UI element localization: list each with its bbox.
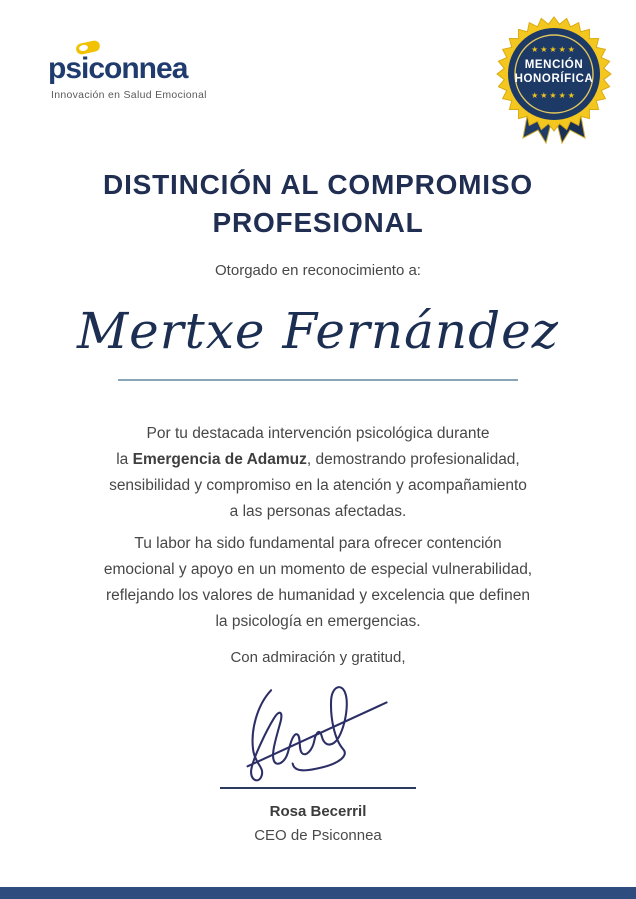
body-paragraph-1 [0,421,636,525]
badge-mention-line1: MENCIÓN [524,59,584,71]
certificate-subtitle: Otorgado en reconocimiento a: [215,262,421,279]
signer-name: Rosa Becerril [269,803,367,820]
brand-wordmark: psiconnea [48,52,188,85]
certificate-title [0,0,636,242]
brand-tagline: Innovación en Salud Emocional [51,89,207,101]
footer-accent-bar [0,887,636,899]
recipient-underline [118,379,518,381]
body2-line2: emocional y apoyo en un momento de especial vulnerabilidad, [103,561,533,578]
badge-stars-top: ★★★★★ [531,45,577,54]
body2-line4: la psicología en emergencias. [215,613,421,630]
recipient-name: Mertxe Fernández [76,302,560,360]
title-line1: DISTINCIÓN AL COMPROMISO [103,169,533,200]
title-line2: PROFESIONAL [212,207,424,238]
body1-line4: a las personas afectadas. [229,503,407,520]
badge-stars-bottom: ★★★★★ [531,91,577,100]
body1-line3: sensibilidad y compromiso en la atención y acompañamiento [109,477,527,494]
signer-role: CEO de Psiconnea [254,827,382,844]
body1-line2: la Emergencia de Adamuz, demostrando profesionalidad, [116,451,520,468]
body2-line3: reflejando los valores de humanidad y excelencia que definen [106,587,530,604]
body2-line1: Tu labor ha sido fundamental para ofrecer contención [134,535,502,552]
body-paragraph-2 [0,531,636,635]
badge-mention-line2: HONORÍFICA [514,72,594,85]
handwritten-signature [213,679,423,787]
emergency-name: Emergencia de Adamuz [132,451,307,468]
signature-line [220,787,416,789]
closing-line: Con admiración y gratitud, [230,649,406,666]
body1-line1: Por tu destacada intervención psicológica durante [146,425,490,442]
